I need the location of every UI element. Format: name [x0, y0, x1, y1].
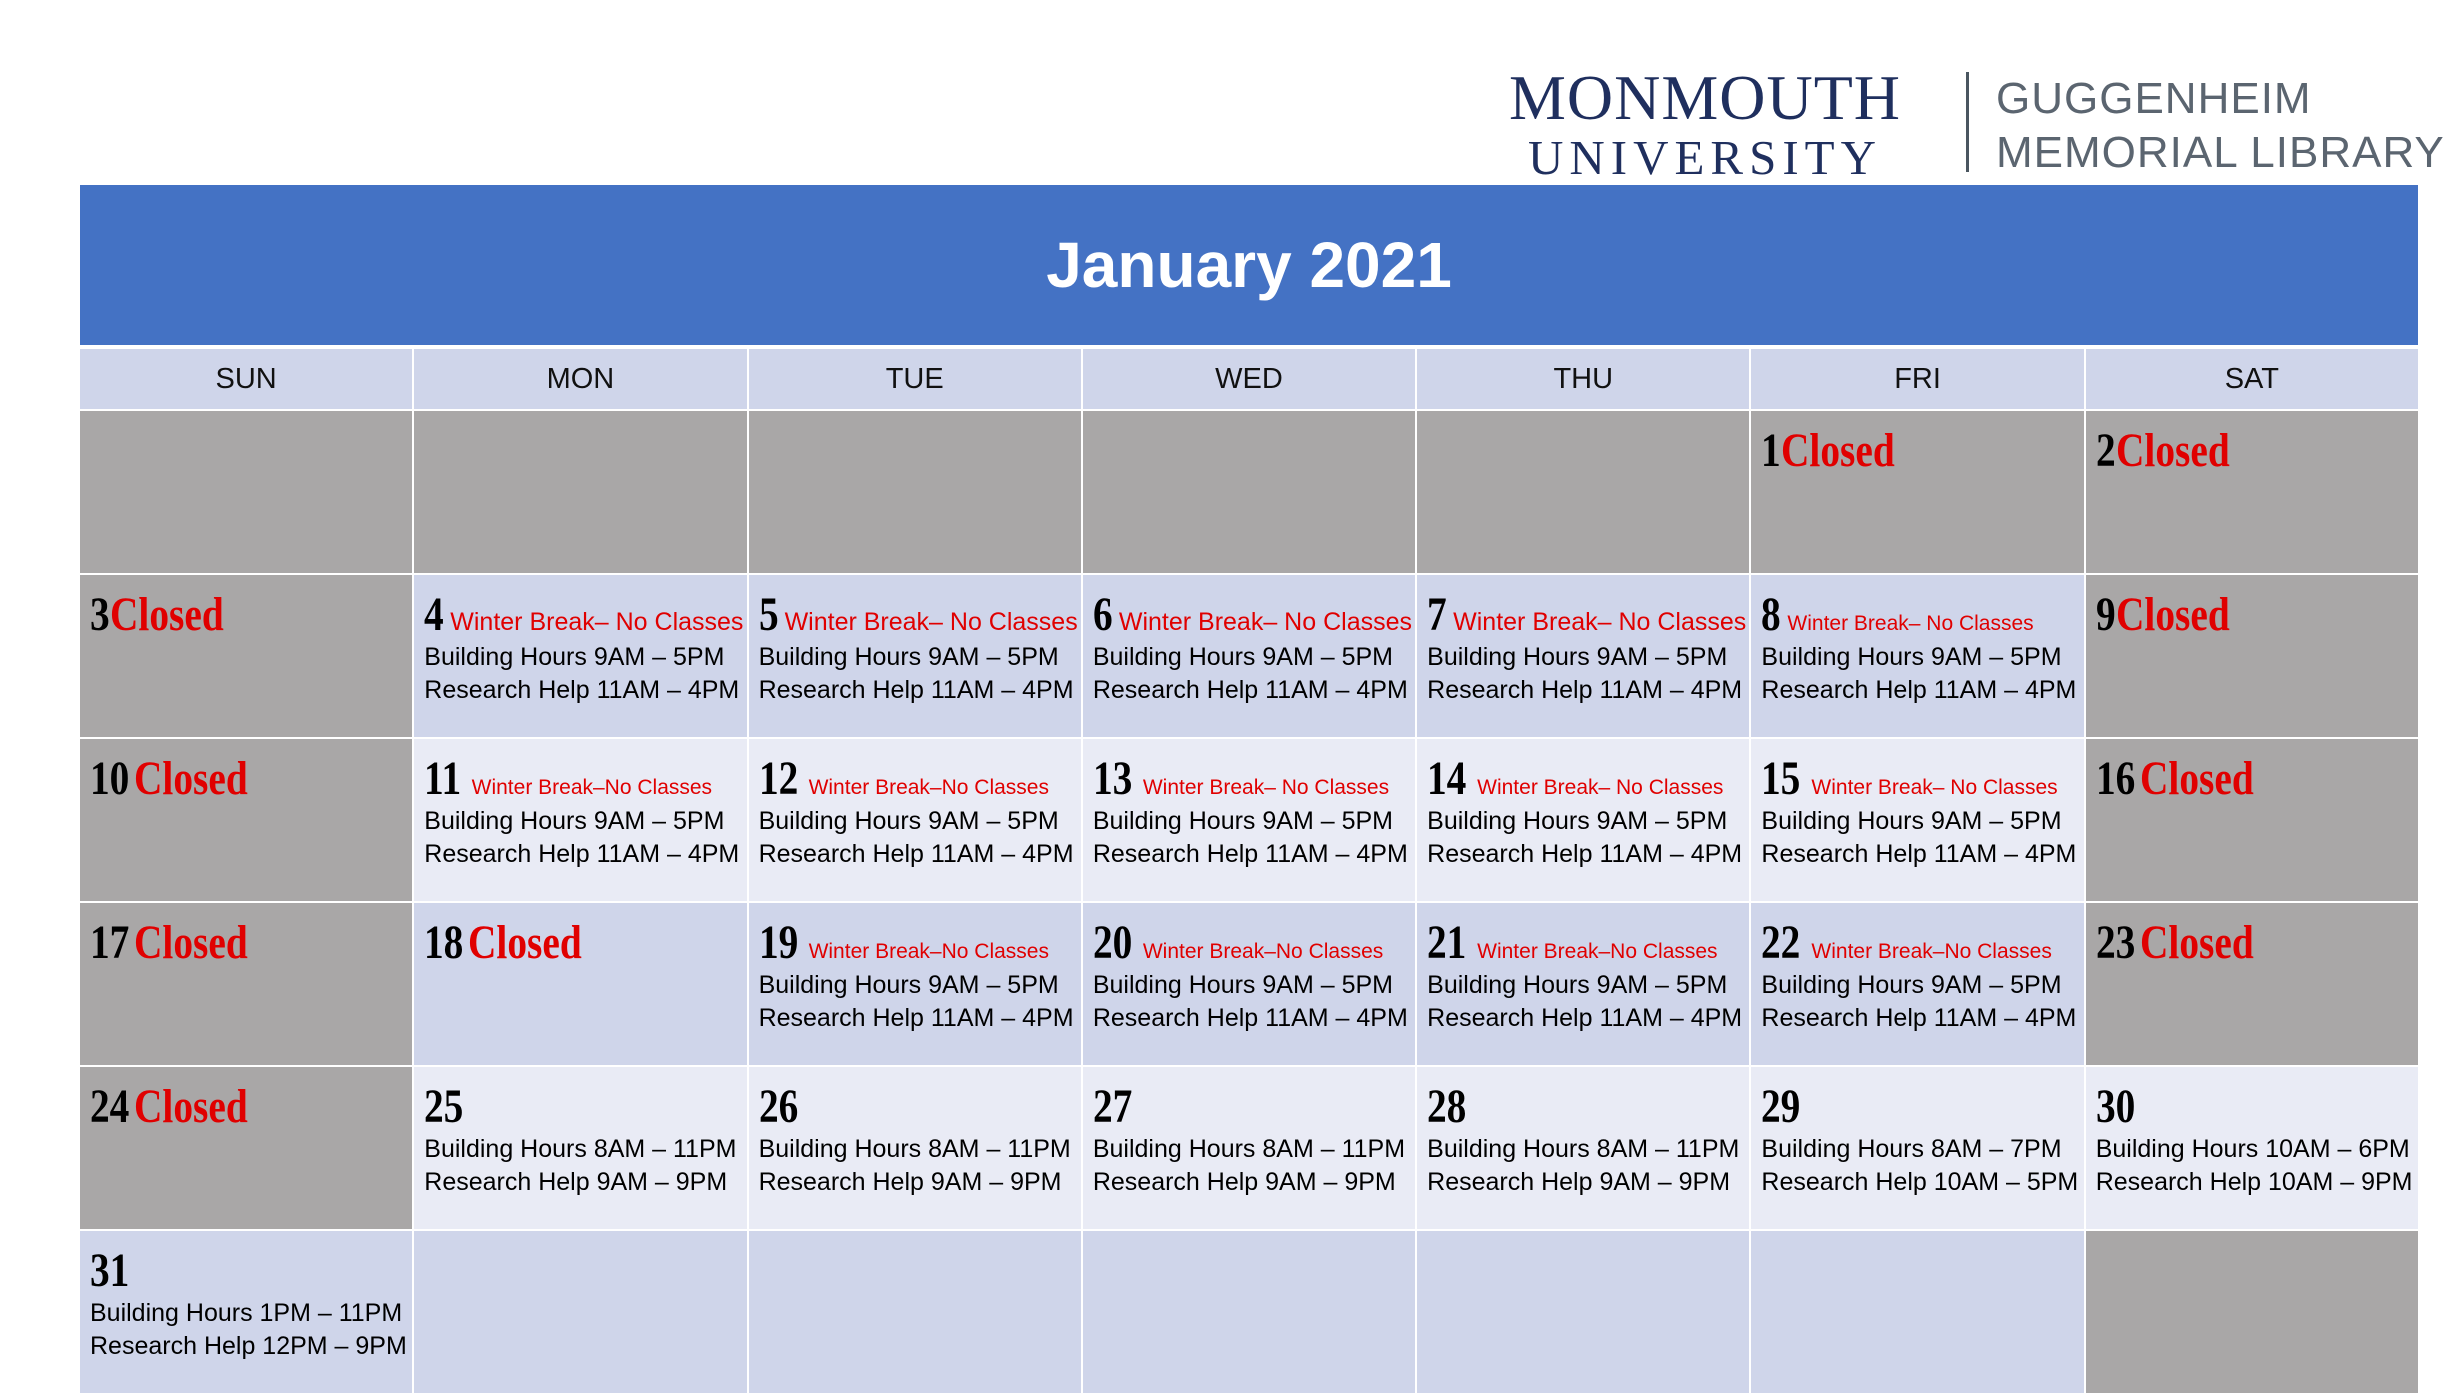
closed-label: Closed [134, 752, 248, 805]
winter-break-note: Winter Break– No Classes [1787, 612, 2034, 635]
logo-library-line2: MEMORIAL LIBRARY [1996, 128, 2445, 177]
day-number: 10 [90, 752, 130, 805]
day-number: 20 [1092, 916, 1133, 969]
day-number: 4 [424, 588, 444, 641]
building-hours: Building Hours 10AM – 6PM [2095, 1135, 2410, 1163]
logo-divider [1966, 72, 1969, 172]
closed-label: Closed [110, 588, 224, 641]
day-cell-30 [2086, 1067, 2418, 1229]
day-cell-3 [80, 575, 412, 737]
monmouth-wordmark [1480, 62, 1930, 185]
building-hours: Building Hours 8AM – 7PM [1761, 1135, 2062, 1163]
day-cell-10 [80, 739, 412, 901]
research-help-hours: Research Help 10AM – 9PM [2095, 1168, 2413, 1196]
winter-break-note: Winter Break–No Classes [808, 940, 1049, 963]
building-hours: Building Hours 8AM – 11PM [1427, 1135, 1740, 1163]
day-cell-11 [414, 739, 746, 901]
empty-day-cell [414, 1231, 746, 1393]
research-help-hours: Research Help 11AM – 4PM [758, 676, 1074, 704]
day-number: 15 [1761, 752, 1801, 805]
building-hours: Building Hours 8AM – 11PM [424, 1135, 737, 1163]
empty-day-cell [414, 411, 746, 573]
empty-day-cell [749, 411, 1081, 573]
building-hours: Building Hours 1PM – 11PM [90, 1299, 403, 1327]
building-hours: Building Hours 9AM – 5PM [1761, 807, 2062, 835]
closed-label: Closed [134, 916, 248, 969]
building-hours: Building Hours 8AM – 11PM [1092, 1135, 1406, 1163]
building-hours: Building Hours 9AM – 5PM [1427, 643, 1728, 671]
day-number: 11 [424, 752, 462, 805]
building-hours: Building Hours 9AM – 5PM [1427, 971, 1728, 999]
closed-label: Closed [2139, 752, 2254, 805]
empty-day-cell [2086, 1231, 2418, 1393]
day-cell-17 [80, 903, 412, 1065]
winter-break-note: Winter Break– No Classes [450, 608, 744, 636]
winter-break-note: Winter Break– No Classes [1142, 776, 1390, 799]
closed-label: Closed [2115, 424, 2230, 477]
day-cell-27 [1083, 1067, 1415, 1229]
building-hours: Building Hours 9AM – 5PM [758, 807, 1059, 835]
day-cell-8 [1751, 575, 2083, 737]
day-number: 7 [1427, 588, 1447, 641]
logo-library-line1: GUGGENHEIM [1996, 74, 2312, 123]
closed-label: Closed [2139, 916, 2254, 969]
empty-day-cell [80, 411, 412, 573]
day-number: 9 [2095, 588, 2116, 641]
day-number: 31 [90, 1244, 130, 1297]
closed-label: Closed [2115, 588, 2230, 641]
day-cell-24 [80, 1067, 412, 1229]
day-cell-7 [1417, 575, 1749, 737]
empty-day-cell [1417, 1231, 1749, 1393]
empty-day-cell [1083, 1231, 1415, 1393]
winter-break-note: Winter Break– No Classes [1118, 608, 1412, 636]
logo-university-line2: UNIVERSITY [1528, 130, 1882, 185]
day-cell-9 [2086, 575, 2418, 737]
winter-break-note: Winter Break–No Classes [1477, 940, 1718, 963]
day-cell-28 [1417, 1067, 1749, 1229]
day-cell-18 [414, 903, 746, 1065]
weekday-header-wed: WED [1083, 349, 1415, 409]
research-help-hours: Research Help 11AM – 4PM [1427, 840, 1743, 868]
research-help-hours: Research Help 11AM – 4PM [424, 676, 740, 704]
library-wordmark [1996, 72, 2456, 180]
research-help-hours: Research Help 11AM – 4PM [1092, 840, 1408, 868]
research-help-hours: Research Help 11AM – 4PM [1761, 676, 2077, 704]
day-number: 30 [2095, 1080, 2136, 1133]
day-number: 2 [2095, 424, 2116, 477]
research-help-hours: Research Help 11AM – 4PM [1761, 1004, 2077, 1032]
research-help-hours: Research Help 11AM – 4PM [424, 840, 740, 868]
building-hours: Building Hours 9AM – 5PM [424, 643, 725, 671]
building-hours: Building Hours 9AM – 5PM [758, 971, 1059, 999]
day-number: 21 [1427, 916, 1467, 969]
research-help-hours: Research Help 11AM – 4PM [758, 1004, 1074, 1032]
day-number: 8 [1761, 588, 1782, 641]
closed-label: Closed [468, 916, 583, 969]
day-number: 26 [758, 1080, 798, 1133]
weekday-header-tue: TUE [749, 349, 1081, 409]
research-help-hours: Research Help 11AM – 4PM [758, 840, 1074, 868]
winter-break-note: Winter Break– No Classes [1453, 608, 1747, 636]
day-number: 16 [2095, 752, 2136, 805]
day-number: 5 [758, 588, 779, 641]
day-number: 19 [758, 916, 798, 969]
day-cell-4 [414, 575, 746, 737]
research-help-hours: Research Help 11AM – 4PM [1092, 1004, 1408, 1032]
research-help-hours: Research Help 9AM – 9PM [424, 1168, 728, 1196]
winter-break-note: Winter Break– No Classes [1477, 776, 1724, 799]
weekday-header-mon: MON [414, 349, 746, 409]
day-cell-12 [749, 739, 1081, 901]
calendar [80, 185, 2418, 1393]
winter-break-note: Winter Break–No Classes [471, 776, 713, 799]
logo-university-line1: MONMOUTH [1509, 62, 1901, 133]
day-number: 18 [424, 916, 464, 969]
day-cell-26 [749, 1067, 1081, 1229]
closed-label: Closed [1781, 424, 1896, 477]
building-hours: Building Hours 9AM – 5PM [1761, 971, 2062, 999]
day-number: 23 [2095, 916, 2136, 969]
day-cell-14 [1417, 739, 1749, 901]
winter-break-note: Winter Break– No Classes [1811, 776, 2058, 799]
day-cell-22 [1751, 903, 2083, 1065]
winter-break-note: Winter Break–No Classes [1811, 940, 2052, 963]
day-number: 17 [90, 916, 130, 969]
research-help-hours: Research Help 11AM – 4PM [1092, 676, 1408, 704]
building-hours: Building Hours 8AM – 11PM [758, 1135, 1071, 1163]
weekday-header-fri: FRI [1751, 349, 2083, 409]
day-number: 25 [424, 1080, 464, 1133]
empty-day-cell [749, 1231, 1081, 1393]
empty-day-cell [1417, 411, 1749, 573]
research-help-hours: Research Help 12PM – 9PM [90, 1332, 407, 1360]
calendar-title: January 2021 [80, 185, 2418, 345]
calendar-grid [80, 349, 2418, 1393]
research-help-hours: Research Help 9AM – 9PM [1427, 1168, 1731, 1196]
day-number: 13 [1092, 752, 1133, 805]
day-number: 12 [758, 752, 798, 805]
research-help-hours: Research Help 11AM – 4PM [1427, 1004, 1743, 1032]
empty-day-cell [1083, 411, 1415, 573]
day-cell-31 [80, 1231, 412, 1393]
building-hours: Building Hours 9AM – 5PM [424, 807, 725, 835]
day-cell-19 [749, 903, 1081, 1065]
day-cell-25 [414, 1067, 746, 1229]
building-hours: Building Hours 9AM – 5PM [1092, 971, 1393, 999]
research-help-hours: Research Help 9AM – 9PM [1092, 1168, 1396, 1196]
day-number: 14 [1427, 752, 1467, 805]
research-help-hours: Research Help 9AM – 9PM [758, 1168, 1062, 1196]
closed-label: Closed [134, 1080, 248, 1133]
day-cell-29 [1751, 1067, 2083, 1229]
day-number: 3 [90, 588, 110, 641]
winter-break-note: Winter Break–No Classes [1142, 940, 1384, 963]
day-number: 28 [1427, 1080, 1467, 1133]
research-help-hours: Research Help 11AM – 4PM [1427, 676, 1743, 704]
building-hours: Building Hours 9AM – 5PM [758, 643, 1059, 671]
day-number: 24 [90, 1080, 130, 1133]
day-cell-13 [1083, 739, 1415, 901]
day-cell-2 [2086, 411, 2418, 573]
day-cell-23 [2086, 903, 2418, 1065]
day-number: 22 [1761, 916, 1801, 969]
building-hours: Building Hours 9AM – 5PM [1092, 807, 1393, 835]
day-cell-5 [749, 575, 1081, 737]
day-number: 1 [1761, 424, 1782, 477]
day-cell-6 [1083, 575, 1415, 737]
research-help-hours: Research Help 11AM – 4PM [1761, 840, 2077, 868]
weekday-header-thu: THU [1417, 349, 1749, 409]
day-cell-15 [1751, 739, 2083, 901]
day-number: 6 [1092, 588, 1113, 641]
day-cell-16 [2086, 739, 2418, 901]
winter-break-note: Winter Break–No Classes [808, 776, 1049, 799]
building-hours: Building Hours 9AM – 5PM [1427, 807, 1728, 835]
day-cell-1 [1751, 411, 2083, 573]
weekday-header-sat: SAT [2086, 349, 2418, 409]
building-hours: Building Hours 9AM – 5PM [1761, 643, 2062, 671]
winter-break-note: Winter Break– No Classes [784, 608, 1078, 636]
empty-day-cell [1751, 1231, 2083, 1393]
research-help-hours: Research Help 10AM – 5PM [1761, 1168, 2079, 1196]
day-number: 27 [1092, 1080, 1133, 1133]
day-number: 29 [1761, 1080, 1801, 1133]
day-cell-20 [1083, 903, 1415, 1065]
day-cell-21 [1417, 903, 1749, 1065]
weekday-header-sun: SUN [80, 349, 412, 409]
building-hours: Building Hours 9AM – 5PM [1092, 643, 1393, 671]
